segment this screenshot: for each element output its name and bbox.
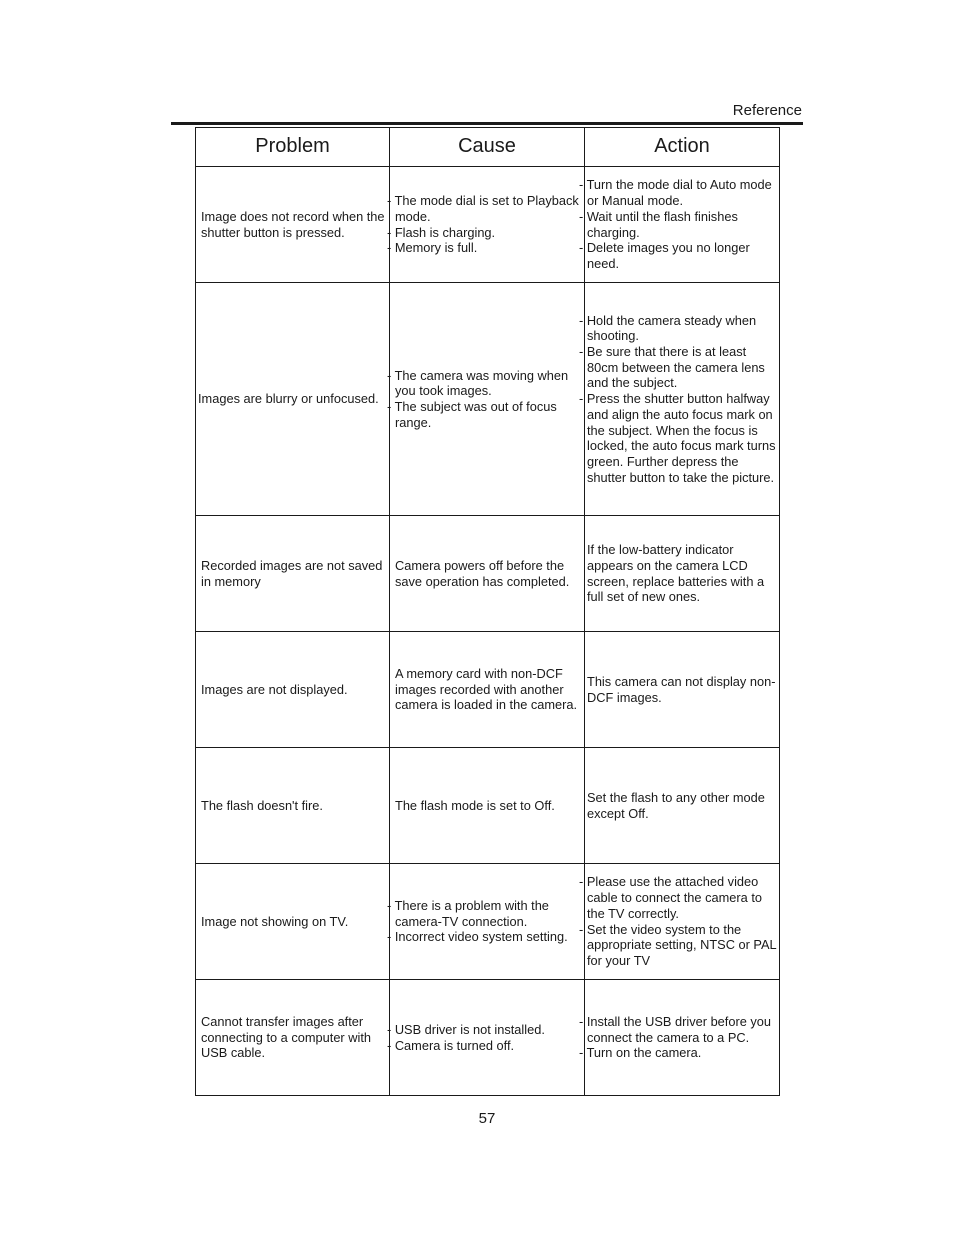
cause-cell — [387, 283, 585, 516]
cause-line: - Flash is charging. — [387, 224, 496, 240]
table-row — [196, 980, 780, 1096]
action-lines — [579, 874, 779, 968]
table-row — [196, 748, 780, 864]
action-lines — [587, 674, 779, 705]
problem-cell: Images are blurry or unfocused. — [196, 283, 390, 516]
cause-cell — [390, 632, 585, 748]
cause-line: A memory card with non-DCF images recorded with another camera is loaded in the camera. — [395, 665, 578, 713]
action-line: If the low-battery indicator appears on the camera LCD screen, replace batteries with a full set of new ones. — [587, 542, 765, 605]
action-cell — [585, 516, 780, 632]
cause-line: - The subject was out of focus range. — [387, 399, 557, 430]
cause-line: - There is a problem with the camera-TV connection. — [387, 897, 549, 929]
table-row — [196, 516, 780, 632]
problem-cell: Image not showing on TV. — [196, 864, 390, 980]
cause-lines — [387, 897, 584, 945]
header-rule — [171, 122, 803, 125]
action-line: - Install the USB driver before you connect the camera to a PC. — [579, 1013, 772, 1045]
table-row — [196, 167, 780, 283]
action-cell — [579, 980, 780, 1096]
action-line: - Hold the camera steady when shooting. — [579, 312, 757, 344]
action-lines — [579, 1013, 779, 1061]
problem-cell: Image does not record when the shutter button is pressed. — [196, 167, 390, 283]
action-lines — [579, 312, 779, 486]
cause-line: - Memory is full. — [387, 240, 478, 256]
cause-cell — [390, 516, 585, 632]
cause-line: - The camera was moving when you took images. — [387, 367, 569, 399]
cause-line: The flash mode is set to Off. — [395, 797, 555, 813]
cause-lines — [387, 1021, 584, 1053]
cause-lines — [395, 798, 584, 814]
cause-lines — [395, 558, 584, 589]
page-number: 57 — [478, 1110, 496, 1127]
problem-cell: Recorded images are not saved in memory — [196, 516, 390, 632]
cause-cell — [387, 980, 585, 1096]
action-cell — [579, 167, 780, 283]
action-lines — [587, 542, 779, 605]
table-row — [196, 632, 780, 748]
problem-cell: Images are not displayed. — [196, 632, 390, 748]
cause-lines — [395, 666, 584, 713]
action-cell — [579, 283, 780, 516]
action-line: - Press the shutter button halfway and align the auto focus mark on the subject. When the focus is locked, the auto focus mark turns green. Further depress the shutter button to take the picture. — [579, 391, 776, 485]
action-line: - Turn the mode dial to Auto mode or Manual mode. — [579, 177, 772, 209]
action-lines — [579, 177, 779, 271]
action-lines — [587, 790, 779, 821]
cause-lines — [387, 367, 584, 431]
action-line: - Wait until the flash finishes charging. — [579, 208, 738, 240]
action-cell — [579, 864, 780, 980]
table-header-row — [196, 128, 780, 167]
table-row — [196, 283, 780, 516]
action-line: Set the flash to any other mode except Off. — [587, 789, 765, 821]
cause-cell — [387, 167, 585, 283]
cause-line: - Camera is turned off. — [387, 1037, 515, 1053]
problem-cell: Cannot transfer images after connecting to a computer with USB cable. — [196, 980, 390, 1096]
action-line: - Turn on the camera. — [579, 1045, 702, 1061]
cause-cell — [387, 864, 585, 980]
table-row — [196, 864, 780, 980]
action-cell — [585, 748, 780, 864]
column-header-action: Action — [585, 128, 780, 167]
action-line: - Please use the attached video cable to connect the camera to the TV correctly. — [579, 874, 762, 921]
problem-cell: The flash doesn't fire. — [196, 748, 390, 864]
action-line: - Be sure that there is at least 80cm between the camera lens and the subject. — [579, 344, 765, 391]
cause-lines — [387, 193, 584, 256]
cause-line: - The mode dial is set to Playback mode. — [387, 193, 579, 224]
action-line: - Set the video system to the appropriate setting, NTSC or PAL for your TV — [579, 921, 777, 968]
section-label: Reference — [732, 102, 802, 119]
action-cell — [585, 632, 780, 748]
cause-line: Camera powers off before the save operation has completed. — [395, 557, 570, 589]
troubleshooting-table — [195, 127, 780, 1096]
column-header-problem: Problem — [196, 128, 390, 167]
cause-line: - Incorrect video system setting. — [387, 929, 568, 945]
cause-line: - USB driver is not installed. — [387, 1021, 545, 1037]
column-header-cause: Cause — [390, 128, 585, 167]
action-line: - Delete images you no longer need. — [579, 240, 750, 271]
cause-cell — [390, 748, 585, 864]
action-line: This camera can not display non-DCF images. — [587, 673, 776, 705]
